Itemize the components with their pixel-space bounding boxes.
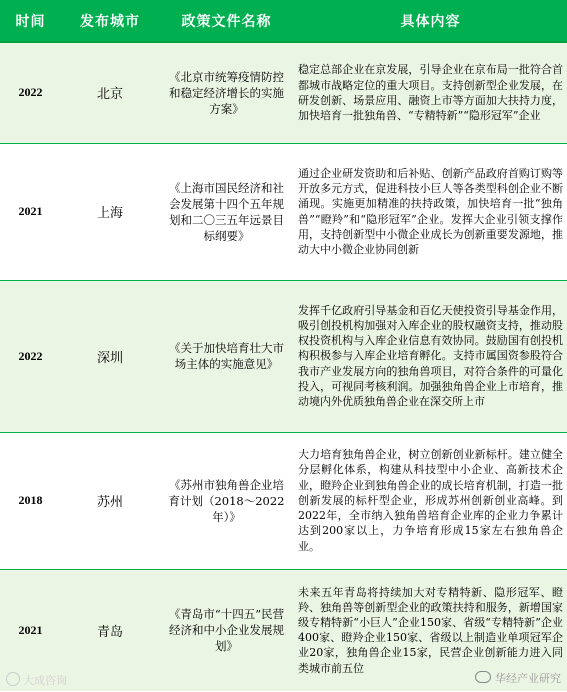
cell-doc: 《青岛市“十四五”民营经济和中小企业发展规划》 (159, 569, 294, 691)
cell-doc: 《关于加快培育壮大市场主体的实施意见》 (159, 280, 294, 432)
cell-year: 2021 (0, 143, 61, 280)
table-row (0, 432, 567, 569)
cell-year: 2018 (0, 432, 61, 569)
cell-year: 2021 (0, 569, 61, 691)
watermark-left (6, 672, 67, 688)
cell-content: 发挥千亿政府引导基金和百亿天使投资引导基金作用，吸引创投机构加强对入库企业的股权融资支持，推动股权投资机构与入库企业信息有效协同。鼓励国有创投机构积极参与入库企业培育孵化。支持市属国资参股符合我市产业发展方向的独角兽项目，对符合条件的可量化投入，可视同考核利润。加强独角兽企业上市培育，推动境内外优质独角兽企业在深交所上市 (294, 280, 567, 432)
wechat-icon (475, 671, 491, 683)
cell-city: 上海 (61, 143, 159, 280)
cell-content: 未来五年青岛将持续加大对专精特新、隐形冠军、瞪羚、独角兽等创新型企业的政策扶持和服务，新增国家级专精特新“小巨人”企业150家、省级“专精特新”企业400家、瞪羚企业150家、省级以上制造业单项冠军企业20家，独角兽企业15家，民营企业创新能力进入同类城市前五位 (294, 569, 567, 691)
table-row (0, 42, 567, 143)
cell-doc: 《上海市国民经济和社会发展第十四个五年规划和二〇三五年远景目标纲要》 (159, 143, 294, 280)
watermark-right (475, 670, 561, 686)
cell-content: 大力培育独角兽企业，树立创新创业新标杆。建立健全分层孵化体系，构建从科技型中小企业、高新技术企业，瞪羚企业到独角兽企业的成长培育机制，打造一批创新发展的标杆型企业，形成苏州创新创业高峰。到2022年，全市纳入独角兽培育企业库的企业力争累计达到200家以上，力争培育形成15家左右独角兽企业。 (294, 432, 567, 569)
header-year: 时间 (0, 0, 61, 42)
cell-content: 稳定总部企业在京发展，引导企业在京布局一批符合首都城市战略定位的重大项目。支持创新型企业发展，在研发创新、场景应用、融资上市等方面加大扶持力度，加快培育一批独角兽、“专精特新”“隐形冠军”企业 (294, 42, 567, 143)
cell-city: 深圳 (61, 280, 159, 432)
header-content: 具体内容 (294, 0, 567, 42)
table-row (0, 280, 567, 432)
watermark-left-text: 大成咨询 (23, 674, 67, 687)
cell-city: 北京 (61, 42, 159, 143)
header-city: 发布城市 (61, 0, 159, 42)
watermark-right-text: 华经产业研究 (495, 672, 561, 685)
table-row (0, 143, 567, 280)
watermark-logo-icon (6, 672, 20, 686)
cell-city: 青岛 (61, 569, 159, 691)
cell-content: 通过企业研发资助和后补贴、创新产品政府首购订购等开放多元方式，促进科技小巨人等各类型科创企业不断涌现。实施更加精准的扶持政策，加快培育一批“独角兽”“瞪羚”和“隐形冠军”企业。发挥大企业引领支撑作用，支持创新型中小微企业成长为创新重要发源地，推动大中小微企业协同创新 (294, 143, 567, 280)
cell-year: 2022 (0, 280, 61, 432)
cell-doc: 《苏州市独角兽企业培育计划（2018〜2022年）》 (159, 432, 294, 569)
header-row (0, 0, 567, 42)
cell-year: 2022 (0, 42, 61, 143)
cell-city: 苏州 (61, 432, 159, 569)
cell-doc: 《北京市统筹疫情防控和稳定经济增长的实施方案》 (159, 42, 294, 143)
header-doc: 政策文件名称 (159, 0, 294, 42)
